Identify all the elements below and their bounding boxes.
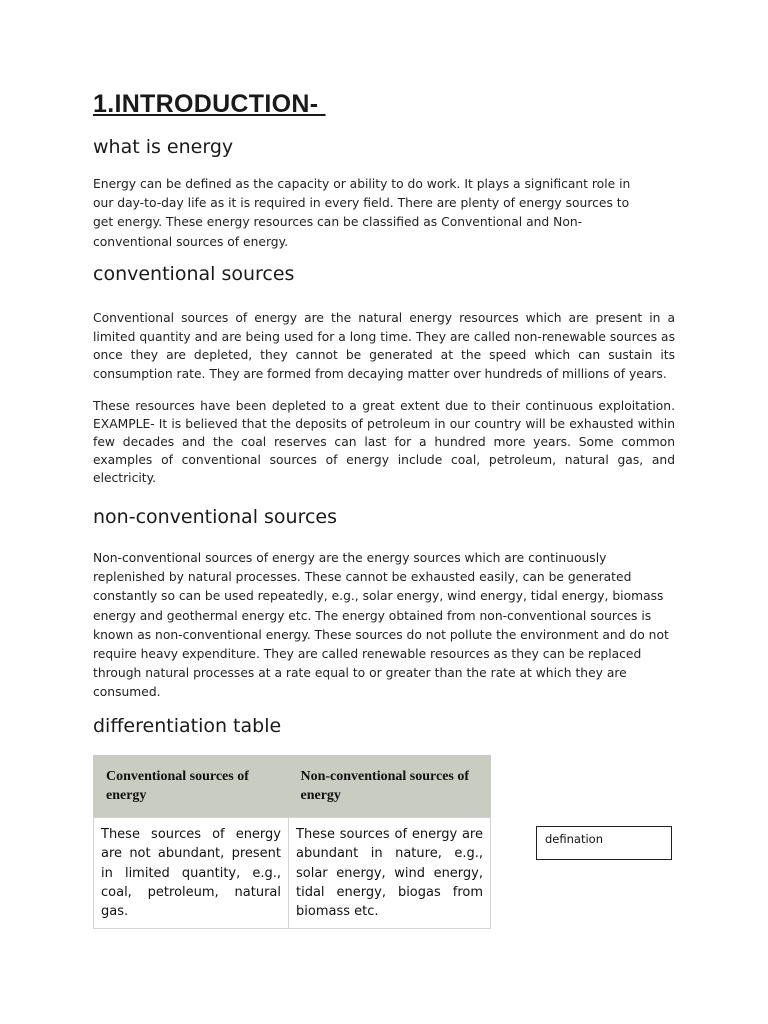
table-header-row [94,756,491,818]
table-cell-conventional: These sources of energy are not abundant, present in limited quantity, e.g., coal, petroleum, natural gas. [94,818,289,929]
paragraph-conventional-2: These resources have been depleted to a great extent due to their continuous exploitation. EXAMPLE- It is believed that the deposits of petroleum in our country will be exhausted within few decades and the coal reserves can last for a hundred more years. Some common examples of conventional sources of energy include coal, petroleum, natural gas, and electricity. [93,399,675,485]
heading-non-conventional-sources: non-conventional sources [93,506,338,528]
page-title: 1.INTRODUCTION- [93,90,326,118]
heading-what-is-energy: what is energy [93,136,234,158]
table-row [94,818,491,929]
heading-differentiation-table: differentiation table [93,715,282,737]
heading-conventional-sources: conventional sources [93,263,295,285]
table-header-non-conventional: Non-conventional sources of energy [289,756,491,818]
paragraph-what-is-energy: Energy can be defined as the capacity or ability to do work. It plays a significant role in our day-to-day life as it is required in every field. There are plenty of energy sources to get energy. These energy resources can be classified as Conventional and Non-conventional sources of energy. [93,177,631,249]
paragraph-non-conventional: Non-conventional sources of energy are the energy sources which are continuously replenished by natural processes. These cannot be exhausted easily, can be generated constantly so can be used repeatedly, e.g., solar energy, wind energy, tidal energy, biomass energy and geothermal energy etc. The energy obtained from non-conventional sources is known as non-conventional energy. These sources do not pollute the environment and do not require heavy expenditure. They are called renewable resources as they can be replaced through natural processes at a rate equal to or greater than the rate at which they are consumed. [93,551,669,700]
differentiation-table [93,755,491,929]
table-cell-non-conventional: These sources of energy are abundant in nature, e.g., solar energy, wind energy, tidal energy, biogas from biomass etc. [289,818,491,929]
table-header-conventional: Conventional sources of energy [94,756,289,818]
paragraph-conventional-1: Conventional sources of energy are the natural energy resources which are present in a limited quantity and are being used for a long time. They are called non-renewable sources as once they are depleted, they cannot be generated at the speed which can sustain its consumption rate. They are formed from decaying matter over hundreds of millions of years. [93,311,675,381]
definition-label-box: defination [536,826,672,860]
